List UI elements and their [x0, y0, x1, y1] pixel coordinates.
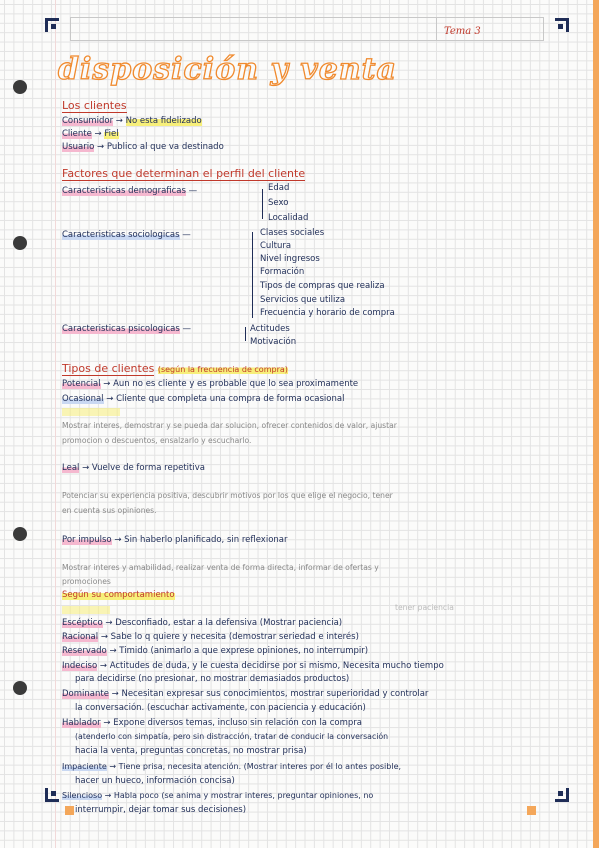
factor-item: Formación [260, 267, 305, 277]
factor-item: Tipos de compras que realiza [260, 281, 385, 291]
client-term: Cliente → Fiel [62, 129, 119, 139]
behavior-row-cont: interrumpir, dejar tomar sus decisiones) [75, 805, 247, 815]
highlight [62, 408, 120, 416]
behavior-row: Racional → Sabe lo q quiere y necesita (demostrar seriedad e interés) [62, 632, 359, 642]
page-edge [593, 0, 599, 848]
factor-item: Cultura [260, 241, 292, 251]
behavior-row-cont: para decidirse (no presionar, no mostrar demasiados productos) [75, 674, 350, 684]
client-type: Ocasional → Cliente que completa una compra de forma ocasional [62, 394, 345, 404]
corner-mark-icon [555, 788, 569, 802]
factor-item: Nivel ingresos [260, 254, 320, 264]
factor-item: Sexo [268, 198, 289, 208]
header-divider [436, 17, 437, 40]
behavior-row: Hablador → Expone diversos temas, incluso sin relación con la compra [62, 718, 362, 728]
behavior-row: Dominante → Necesitan expresar sus conocimientos, mostrar superioridad y controlar [62, 689, 429, 699]
corner-mark-icon [527, 806, 536, 815]
factor-item: Clases sociales [260, 228, 325, 238]
behavior-row: Indeciso → Actitudes de duda, y le cuesta decidirse por si mismo, Necesita mucho tiempo [62, 661, 444, 671]
highlight [62, 606, 110, 614]
note-line: en cuenta sus opiniones. [62, 506, 157, 515]
section-heading-tipos: Tipos de clientes (según la frecuencia de compra) [62, 362, 288, 375]
factor-label: Caracteristicas demograficas — [62, 186, 198, 196]
bracket [262, 189, 263, 219]
factor-item: Edad [268, 183, 290, 193]
margin-line [55, 0, 56, 848]
factor-item: Servicios que utiliza [260, 295, 346, 305]
client-type: Potencial → Aun no es cliente y es probable que lo sea proximamente [62, 379, 359, 389]
bracket [252, 232, 253, 318]
note-line: promocion o descuentos, ensalzarlo y escucharlo. [62, 436, 252, 445]
note-line: promociones [62, 577, 111, 586]
faint-note: tener paciencia [395, 603, 454, 612]
punch-hole-icon [13, 681, 27, 695]
bracket [245, 327, 246, 341]
behavior-row-cont: hacia la venta, preguntas concretas, no mostrar prisa) [75, 746, 307, 756]
behavior-row: Silencioso → Habla poco (se anima y mostrar interes, preguntar opiniones, no [62, 791, 374, 800]
behavior-row: Reservado → Timido (animarlo a que exprese opiniones, no interrumpir) [62, 646, 369, 656]
punch-hole-icon [13, 236, 27, 250]
factor-label: Caracteristicas psicologicas — [62, 324, 191, 334]
note-line: Mostrar interes y amabilidad, realizar venta de forma directa, informar de ofertas y [62, 563, 379, 572]
behavior-row-cont: la conversación. (escuchar activamente, con paciencia y educación) [75, 703, 366, 713]
factor-item: Localidad [268, 213, 309, 223]
section-heading-factores: Factores que determinan el perfil del cliente [62, 167, 306, 180]
factor-item: Frecuencia y horario de compra [260, 308, 395, 318]
topic-label: Tema 3 [444, 26, 481, 37]
client-term: Consumidor → No esta fidelizado [62, 116, 202, 126]
factor-item: Actitudes [250, 324, 290, 334]
behavior-row: Impaciente → Tiene prisa, necesita atención. (Mostrar interes por él lo antes posible, [62, 762, 402, 771]
client-term: Usuario → Publico al que va destinado [62, 142, 224, 152]
section-heading-comportamiento: Según su comportamiento [62, 590, 175, 600]
factor-label: Caracteristicas sociologicas — [62, 230, 191, 240]
corner-mark-icon [555, 18, 569, 32]
corner-mark-icon [65, 806, 74, 815]
behavior-row-cont: hacer un hueco, información concisa) [75, 776, 235, 786]
factor-item: Motivación [250, 337, 297, 347]
client-type: Por impulso → Sin haberlo planificado, sin reflexionar [62, 535, 288, 545]
corner-mark-icon [45, 18, 59, 32]
page-title: disposición y venta [58, 52, 397, 87]
section-heading-clientes: Los clientes [62, 99, 127, 112]
behavior-row-cont: (atenderlo con simpatía, pero sin distracción, tratar de conducir la conversación [75, 732, 389, 741]
behavior-row: Escéptico → Desconfiado, estar a la defensiva (Mostrar paciencia) [62, 618, 343, 628]
punch-hole-icon [13, 80, 27, 94]
punch-hole-icon [13, 527, 27, 541]
note-line: Potenciar su experiencia positiva, descubrir motivos por los que elige el negocio, tener [62, 491, 393, 500]
note-line: Mostrar interes, demostrar y se pueda dar solucion, ofrecer contenidos de valor, ajustar [62, 421, 397, 430]
client-type: Leal → Vuelve de forma repetitiva [62, 463, 205, 473]
corner-mark-icon [45, 788, 59, 802]
